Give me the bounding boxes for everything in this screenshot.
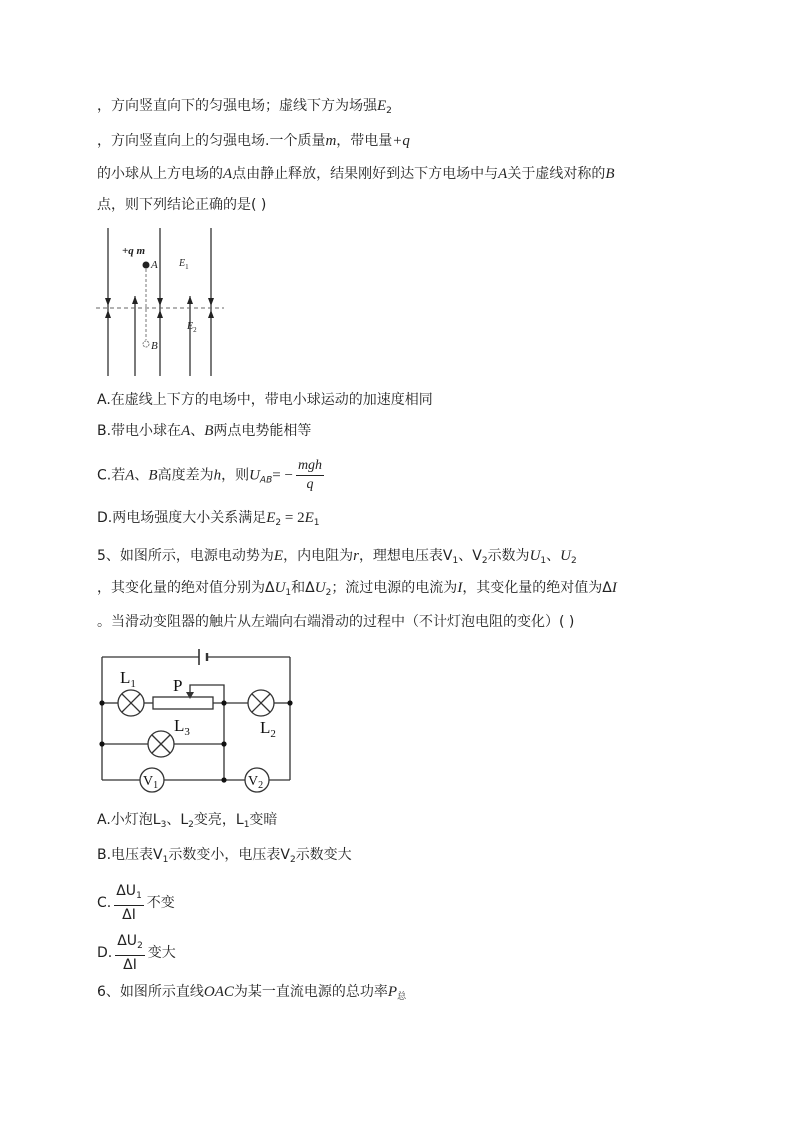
q4-option-c [97,457,327,494]
q6-line-oac: OAC [203,984,234,1000]
q4-option-b-sep: 、 [190,423,205,439]
q5-option-a-sep: 、L [166,812,189,828]
rheostat-body [153,697,213,709]
q4-option-d-eq: = 2 [281,510,305,526]
q5-option-d-post: 变大 [147,945,176,961]
label-p: P [173,676,183,695]
label-l2: $L_2$ [260,718,276,740]
q5-option-a [97,810,277,835]
q4-line-3 [97,164,615,184]
label-qm: +q m [122,245,146,257]
q5-v1-sub: 1 [452,556,459,566]
q6-line-1 [97,982,406,1007]
q5-option-c-num-sub: 1 [136,891,142,901]
arrow-up-5 [208,310,214,318]
q4-line-3-mid2: 关于虚线对称的 [507,166,606,182]
q5-u1-symbol: U [529,548,541,564]
q4-line-3-mid1: 点由静止释放，结果刚好到达下方电场中与 [232,166,499,182]
q4-option-c-fraction [296,457,324,494]
q5-option-b-post: 示数变大 [295,847,352,863]
q5-di-symbol: I [611,580,617,596]
q5-option-a-mid: 变亮，L [193,812,244,828]
q4-line-4 [97,195,266,215]
q6-line-1-mid: 为某一直流电源的总功率 [233,984,388,1000]
q4-e2-subscript: 2 [386,106,392,116]
q4-option-c-u: U [249,467,260,484]
q5-line-1-show: 示数为 [487,548,530,564]
q4-line-2-text: ，方向竖直向上的匀强电场.一个质量 [97,133,326,149]
slider-arrow [186,692,194,699]
q5-option-b-mid: 示数变小，电压表V [168,847,290,863]
q5-u2-symbol: U [560,548,571,564]
q4-point-b: B [605,166,615,182]
q4-option-c-mid: 高度差为 [157,467,214,484]
junction-5 [221,741,226,746]
q5-option-d [97,932,176,974]
q5-option-c-num: ΔU [116,883,137,899]
label-l3: $L_3$ [174,716,190,738]
label-l1: $L_1$ [120,668,136,690]
q5-option-b-pre: B.电压表V [97,847,163,863]
q5-line-1-pre: 5、如图所示，电源电动势为 [97,548,274,564]
q4-line-1 [97,96,392,121]
q5-line-2-mid: ；流过电源的电流为 [331,580,458,596]
q5-option-c [97,882,175,924]
slider-wire [190,685,224,703]
q5-option-a-sub3: 1 [243,820,250,830]
label-e1: $E_1$ [179,258,189,271]
junction-1 [99,700,104,705]
q4-option-c-then: ，则 [221,467,250,484]
q5-resistance-symbol: r [353,548,359,564]
q4-line-2-mid: ，带电量 [336,133,393,149]
q4-option-d-e1: E [304,510,314,526]
junction-4 [99,741,104,746]
q4-option-b-pre: B.带电小球在 [97,423,182,439]
q5-du1-symbol: U [274,580,286,596]
electric-field-figure [94,226,226,380]
circuit-diagram [98,645,296,791]
q5-option-a-sub2: 2 [188,820,194,830]
q4-line-4-text: 点，则下列结论正确的是( ) [97,197,267,213]
q5-option-a-pre: A.小灯泡L [97,812,161,828]
q4-option-c-b: B [148,467,158,484]
label-e2: $E_2$ [187,321,197,334]
q5-current-symbol: I [457,580,463,596]
q4-option-c-den: q [306,477,314,492]
arrow-down-1 [105,298,111,306]
q5-line-2 [97,578,617,603]
q5-line-1-post: ，理想电压表V [358,548,453,564]
q4-option-c-a: A [125,467,135,484]
q4-charge-symbol: +q [392,133,410,149]
q5-du2-symbol: U [314,580,326,596]
q5-line-1-mid: ，内电阻为 [283,548,354,564]
q4-option-c-num: mgh [296,457,324,476]
q5-u1-sub: 1 [540,556,547,566]
q6-power-symbol: P [387,984,398,1000]
q5-du2-sub: 2 [325,588,332,598]
arrow-up-2 [132,296,138,304]
q4-option-b-post: 两点电势能相等 [213,423,312,439]
q6-line-1-pre: 6、如图所示直线 [97,984,204,1000]
arrow-up-1 [105,310,111,318]
label-v2: $V_2$ [248,774,264,791]
q4-option-d-e1-sub: 1 [313,518,320,528]
q4-option-b-a: A [181,423,191,439]
ball-a [143,262,150,269]
label-a: A [151,259,158,271]
q4-option-d-e2-sub: 2 [275,518,282,528]
q4-option-d-pre: D.两电场强度大小关系满足 [97,510,267,526]
q5-line-2-and: 和Δ [291,580,315,596]
q5-line-1 [97,546,577,571]
q5-option-c-label: C. [97,895,112,911]
q5-option-c-post: 不变 [146,895,175,911]
q4-option-c-h: h [213,467,222,484]
q4-point-a: A [223,166,233,182]
q4-line-1-text: ，方向竖直向下的匀强电场；虚线下方为场强 [97,98,377,114]
q4-option-b-b: B [204,423,214,439]
q5-line-1-sep2: 、 [546,548,561,564]
q4-mass-symbol: m [325,133,337,149]
q5-option-c-den: ΔI [122,907,136,923]
q4-option-c-u-sub: AB [259,475,273,486]
label-v1: $V_1$ [143,774,159,791]
q4-point-a-2: A [498,166,508,182]
q4-e2-symbol: E [377,98,387,114]
q5-option-b-sub1: 1 [162,855,169,865]
q4-option-c-pre: C.若 [97,467,126,484]
q4-option-c-eq: = − [272,467,293,484]
q4-option-d [97,508,320,533]
q4-option-b [97,421,311,441]
q5-option-b-sub2: 2 [289,855,296,865]
q5-line-2-pre: ，其变化量的绝对值分别为Δ [97,580,275,596]
label-b: B [151,340,158,352]
q5-du1-sub: 1 [285,588,292,598]
q4-option-c-sep: 、 [134,467,149,484]
q5-option-d-fraction [115,932,145,974]
arrow-up-3 [157,310,163,318]
q5-u2-sub: 2 [570,556,577,566]
junction-2 [287,700,292,705]
q5-option-b [97,845,352,870]
q4-option-a [97,390,433,410]
q5-line-1-sep: 、V [458,548,482,564]
arrow-down-2 [157,298,163,306]
arrow-down-3 [208,298,214,306]
q5-option-d-num-sub: 2 [137,941,143,951]
q5-option-d-label: D. [97,945,113,961]
q5-line-2-post: ，其变化量的绝对值为Δ [462,580,612,596]
q5-option-a-sub1: 3 [160,820,167,830]
q4-line-2 [97,131,410,151]
q4-option-a-text: A.在虚线上下方的电场中，带电小球运动的加速度相同 [97,392,433,408]
q5-option-a-post: 变暗 [249,812,278,828]
q5-emf-symbol: E [273,548,284,564]
q4-option-d-e2: E [266,510,276,526]
q5-line-3 [97,612,574,632]
q5-option-c-fraction [114,882,144,924]
q5-option-d-den: ΔI [123,957,137,973]
q4-line-3-text: 的小球从上方电场的 [97,166,223,182]
junction-3 [221,700,226,705]
q5-option-d-num: ΔU [117,933,138,949]
q6-power-sub: 总 [397,992,407,1002]
q5-line-3-text: 。当滑动变阻器的触片从左端向右端滑动的过程中（不计灯泡电阻的变化）( ) [97,614,575,630]
junction-6 [221,777,226,782]
q5-v2-sub: 2 [481,556,488,566]
arrow-up-4 [187,296,193,304]
ball-b [143,341,149,347]
